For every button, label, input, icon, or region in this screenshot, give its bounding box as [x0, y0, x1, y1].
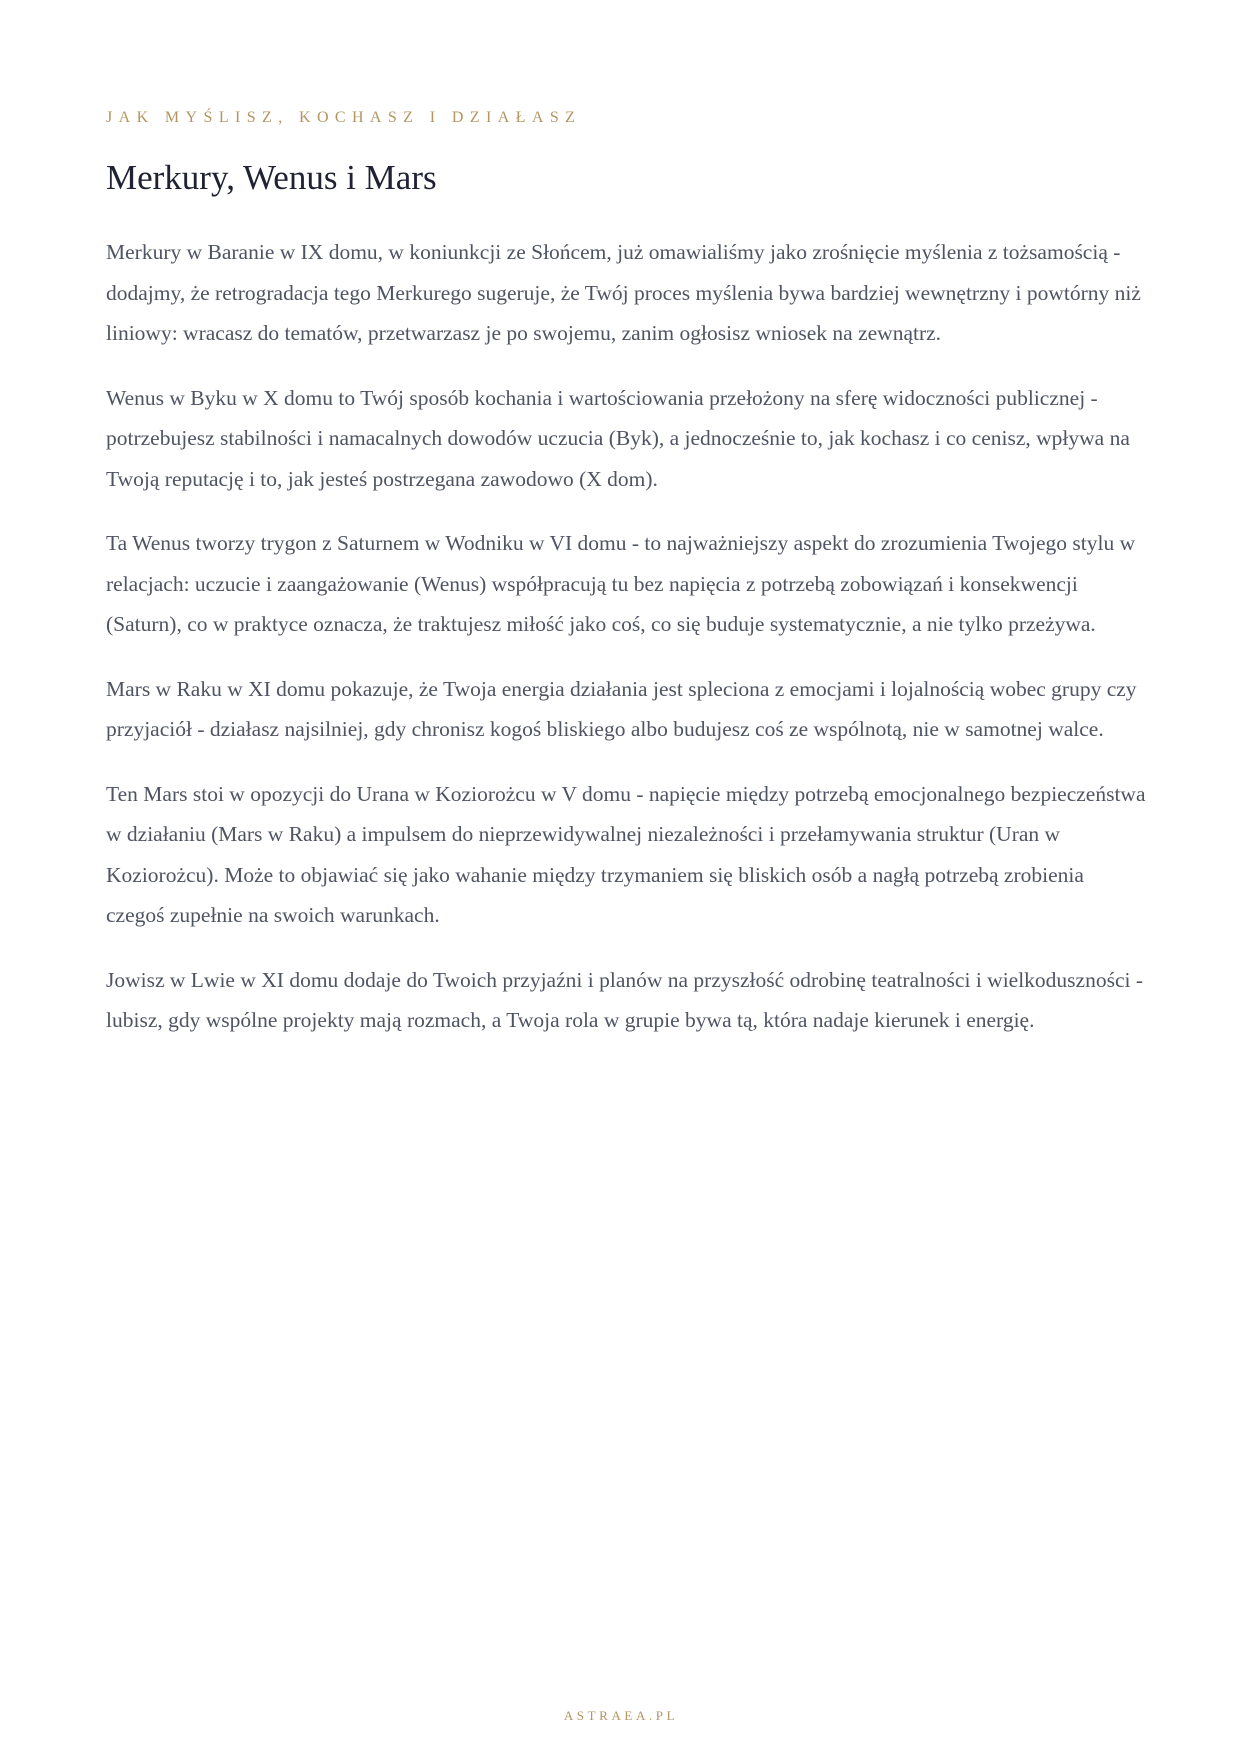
- paragraph-mars: Mars w Raku w XI domu pokazuje, że Twoja energia działania jest spleciona z emocjami i lojalnością wobec grupy czy przyjaciół - działasz najsilniej, gdy chronisz kogoś bliskiego albo budujesz coś ze wspólnotą, nie w samotnej walce.: [106, 676, 1137, 741]
- footer-brand: ASTRAEA.PL: [563, 1708, 679, 1723]
- body-text: [106, 232, 1146, 1065]
- section-eyebrow: JAK MYŚLISZ, KOCHASZ I DZIAŁASZ: [106, 109, 582, 126]
- paragraph-jupiter: Jowisz w Lwie w XI domu dodaje do Twoich przyjaźni i planów na przyszłość odrobinę teatralności i wielkoduszności - lubisz, gdy wspólne projekty mają rozmach, a Twoja rola w grupie bywa tą, która nadaje kierunek i energię.: [106, 967, 1144, 1032]
- paragraph-mercury: Merkury w Baranie w IX domu, w koniunkcji ze Słońcem, już omawialiśmy jako zrośnięcie myślenia z tożsamością - dodajmy, że retrogradacja tego Merkurego sugeruje, że Twój proces myślenia bywa bardziej wewnętrzny i powtórny niż liniowy: wracasz do tematów, przetwarzasz je po swojemu, zanim ogłosisz wniosek na zewnątrz.: [106, 240, 1141, 345]
- paragraph-venus: Wenus w Byku w X domu to Twój sposób kochania i wartościowania przełożony na sferę widoczności publicznej - potrzebujesz stabilności i namacalnych dowodów uczucia (Byk), a jednocześnie to, jak kochasz i co cenisz, wpływa na Twoją reputację i to, jak jesteś postrzegana zawodowo (X dom).: [106, 385, 1130, 491]
- paragraph-venus-saturn-trine: Ta Wenus tworzy trygon z Saturnem w Wodniku w VI domu - to najważniejszy aspekt do zrozumienia Twojego stylu w relacjach: uczucie i zaangażowanie (Wenus) współpracują tu bez napięcia z potrzebą zobowiązań i konsekwencji (Saturn), co w praktyce oznacza, że traktujesz miłość jako coś, co się buduje systematycznie, a nie tylko przeżywa.: [106, 531, 1136, 636]
- page-title: Merkury, Wenus i Mars: [106, 158, 437, 197]
- paragraph-mars-uranus-opposition: Ten Mars stoi w opozycji do Urana w Koziorożcu w V domu - napięcie między potrzebą emocjonalnego bezpieczeństwa w działaniu (Mars w Raku) a impulsem do nieprzewidywalnej niezależności i przełamywania struktur (Uran w Koziorożcu). Może to objawiać się jako wahanie między trzymaniem się bliskich osób a nagłą potrzebą zrobienia czegoś zupełnie na swoich warunkach.: [106, 781, 1146, 927]
